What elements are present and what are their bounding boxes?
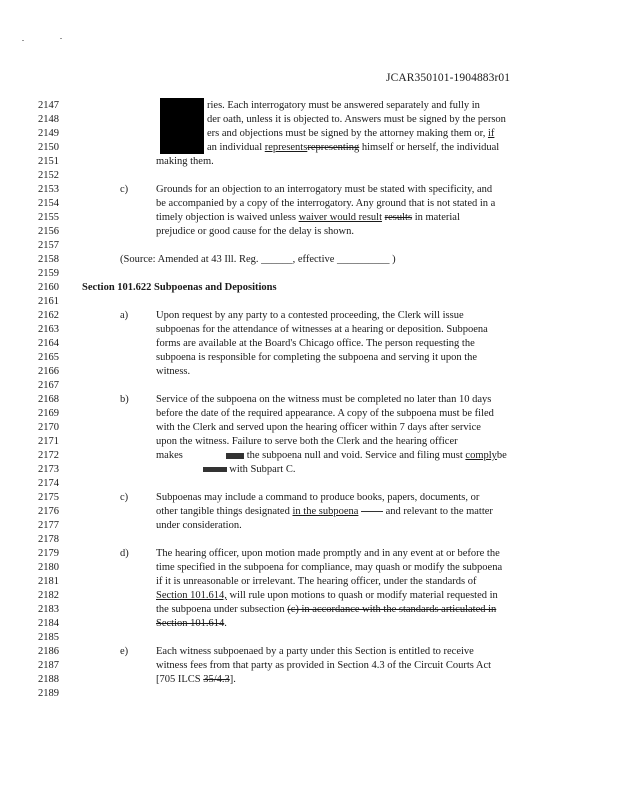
line-number: 2189	[38, 688, 59, 699]
line-number: 2162	[38, 310, 59, 321]
source-note: (Source: Amended at 43 Ill. Reg. ______, effective __________ )	[120, 254, 396, 265]
text-line: if it is unreasonable or irrelevant. The hearing officer, under the standards of	[156, 576, 477, 587]
line-number: 2188	[38, 674, 59, 685]
text-line: der oath, unless it is objected to. Answers must be signed by the person	[207, 114, 506, 125]
text-line: be accompanied by a copy of the interrogatory. Any ground that is not stated in a	[156, 198, 496, 209]
document-id: JCAR350101-1904883r01	[386, 72, 511, 84]
line-number: 2174	[38, 478, 59, 489]
line-number: 2177	[38, 520, 59, 531]
text-line: The hearing officer, upon motion made promptly and in any event at or before the	[156, 548, 500, 559]
text-line: the subpoena under subsection (c) in accordance with the standards articulated in	[156, 604, 497, 615]
text-line: under consideration.	[156, 520, 242, 531]
line-number: 2181	[38, 576, 59, 587]
text-line: making them.	[156, 156, 214, 167]
text-line: witness fees from that party as provided in Section 4.3 of the Circuit Courts Act	[156, 660, 492, 671]
text-line: ries. Each interrogatory must be answered separately and fully in	[207, 100, 480, 111]
inserted-text: if	[487, 128, 495, 139]
text-line: forms are available at the Board's Chicago office. The person requesting the	[156, 338, 475, 349]
redaction-block	[160, 98, 204, 154]
text-line: Grounds for an objection to an interrogatory must be stated with specificity, and	[156, 184, 493, 195]
inserted-text: Section 101.614,	[156, 590, 227, 601]
text-line: [705 ILCS 35/4.3].	[156, 674, 236, 685]
redaction-block	[203, 467, 227, 472]
inserted-text: represents	[264, 142, 308, 153]
text-line: an individual representsrepresenting himself or herself, the individual	[207, 142, 500, 153]
text-line: upon the witness. Failure to serve both the Clerk and the hearing officer	[156, 436, 458, 447]
inserted-text: comply	[465, 450, 497, 461]
paragraph-label: c)	[120, 492, 129, 503]
deleted-text-mark	[361, 511, 383, 512]
text-line: ers and objections must be signed by the attorney making them or, if	[207, 128, 495, 139]
line-number: 2176	[38, 506, 59, 517]
line-number: 2149	[38, 128, 59, 139]
line-number: 2155	[38, 212, 59, 223]
text-line: other tangible things designated in the subpoena and relevant to the matter	[156, 506, 493, 517]
paragraph-label: b)	[120, 394, 129, 405]
inserted-text: waiver would result	[298, 212, 383, 223]
line-number: 2175	[38, 492, 59, 503]
line-number: 2183	[38, 604, 59, 615]
paragraph-label: d)	[120, 548, 129, 559]
line-number: 2158	[38, 254, 59, 265]
text-line: with the Clerk and served upon the hearing officer within 7 days after service	[156, 422, 481, 433]
line-number: 2161	[38, 296, 59, 307]
line-number: 2156	[38, 226, 59, 237]
text-line: time specified in the subpoena for compliance, may quash or modify the subpoena	[156, 562, 503, 573]
line-number: 2153	[38, 184, 59, 195]
line-number: 2167	[38, 380, 59, 391]
line-number: 2152	[38, 170, 59, 181]
line-number: 2164	[38, 338, 59, 349]
line-number: 2147	[38, 100, 59, 111]
deleted-text: Section 101.614	[156, 618, 225, 629]
line-number: 2163	[38, 324, 59, 335]
text-line: Section 101.614.	[156, 618, 227, 629]
text-line: Upon request by any party to a contested proceeding, the Clerk will issue	[156, 310, 464, 321]
text-line: prejudice or good cause for the delay is shown.	[156, 226, 354, 237]
scan-speck	[60, 38, 62, 39]
text-line: Service of the subpoena on the witness must be completed no later than 10 days	[156, 394, 492, 405]
redaction-block	[226, 453, 244, 459]
inserted-text: in the subpoena	[292, 506, 359, 517]
text-line: timely objection is waived unless waiver would result results in material	[156, 212, 460, 223]
line-number: 2159	[38, 268, 59, 279]
text-line: with Subpart C.	[156, 463, 295, 476]
paragraph-label: c)	[120, 184, 129, 195]
deleted-text: 35/4.3	[203, 674, 230, 685]
line-number: 2154	[38, 198, 59, 209]
line-number: 2178	[38, 534, 59, 545]
line-number: 2187	[38, 660, 59, 671]
text-line: Section 101.614, will rule upon motions to quash or modify material requested in	[156, 590, 498, 601]
text-line: witness.	[156, 366, 191, 377]
line-number: 2151	[38, 156, 59, 167]
text-line: Each witness subpoenaed by a party under this Section is entitled to receive	[156, 646, 474, 657]
line-number: 2157	[38, 240, 59, 251]
line-number: 2184	[38, 618, 59, 629]
line-number: 2180	[38, 562, 59, 573]
line-number: 2168	[38, 394, 59, 405]
line-number: 2148	[38, 114, 59, 125]
deleted-text: (c) in accordance with the standards articulated in	[287, 604, 497, 615]
text-line: makes the subpoena null and void. Service and filing must complybe	[156, 450, 507, 461]
line-number: 2166	[38, 366, 59, 377]
text-line: subpoena is responsible for completing the subpoena and serving it upon the	[156, 352, 478, 363]
deleted-text: representing	[307, 142, 360, 153]
line-number: 2170	[38, 422, 59, 433]
text-line: before the date of the required appearance. A copy of the subpoena must be filed	[156, 408, 494, 419]
paragraph-label: a)	[120, 310, 129, 321]
deleted-text: results	[384, 212, 413, 223]
line-number: 2182	[38, 590, 59, 601]
line-number: 2160	[38, 282, 59, 293]
line-number: 2179	[38, 548, 59, 559]
paragraph-label: e)	[120, 646, 129, 657]
text-line: subpoenas for the attendance of witnesses at a hearing or deposition. Subpoena	[156, 324, 488, 335]
line-number: 2150	[38, 142, 59, 153]
line-number: 2186	[38, 646, 59, 657]
text-line: Subpoenas may include a command to produce books, papers, documents, or	[156, 492, 480, 503]
line-number: 2185	[38, 632, 59, 643]
scan-speck	[22, 40, 24, 41]
section-heading: Section 101.622 Subpoenas and Depositions	[82, 282, 277, 293]
line-number: 2173	[38, 464, 59, 475]
line-number: 2169	[38, 408, 59, 419]
line-number: 2172	[38, 450, 59, 461]
line-number: 2171	[38, 436, 59, 447]
line-number: 2165	[38, 352, 59, 363]
